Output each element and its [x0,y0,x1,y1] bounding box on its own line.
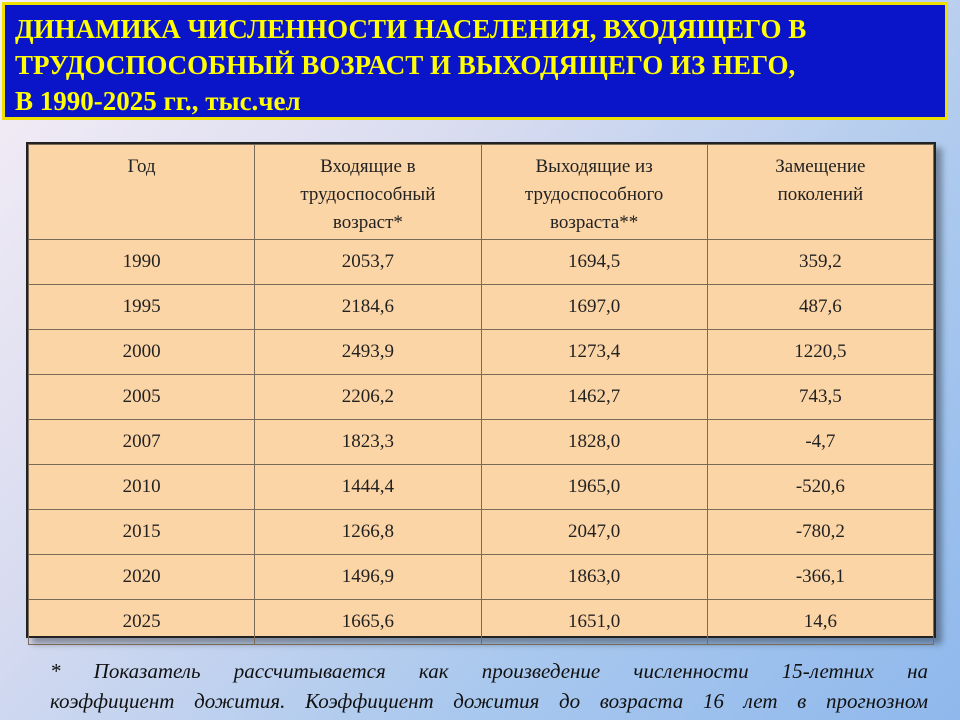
table-row [29,555,934,600]
cell-year: 2005 [29,375,255,420]
header-entering-l1: Входящие в [320,156,416,177]
cell-entering: 1496,9 [255,555,481,600]
header-entering-l2: трудоспособный [300,184,436,205]
cell-entering: 2053,7 [255,240,481,285]
cell-leaving: 1965,0 [481,465,707,510]
cell-entering: 1266,8 [255,510,481,555]
cell-leaving: 1273,4 [481,330,707,375]
title-line-2: ТРУДОСПОСОБНЫЙ ВОЗРАСТ И ВЫХОДЯЩЕГО ИЗ НЕГО, [15,50,796,80]
table-header-row [29,145,934,240]
footnote [50,656,928,716]
population-table [28,144,934,645]
title-line-3: В 1990-2025 гг., тыс.чел [15,86,301,116]
header-year-l1: Год [127,156,156,177]
cell-entering: 2206,2 [255,375,481,420]
table-row [29,510,934,555]
cell-leaving: 1697,0 [481,285,707,330]
cell-entering: 2493,9 [255,330,481,375]
header-replacement-l1: Замещение [775,156,866,177]
footnote-line-2: коэффициент дожития. Коэффициент дожития до возраста 16 лет в прогнозном [50,689,928,713]
header-entering [255,145,481,240]
cell-leaving: 1863,0 [481,555,707,600]
cell-year: 2025 [29,600,255,645]
cell-leaving: 1828,0 [481,420,707,465]
cell-leaving: 1651,0 [481,600,707,645]
header-replacement [707,145,933,240]
table-row [29,465,934,510]
footnote-line-1: * Показатель рассчитывается как произведение численности 15-летних на [50,659,928,683]
cell-replacement: 1220,5 [707,330,933,375]
cell-replacement: 14,6 [707,600,933,645]
cell-replacement: 487,6 [707,285,933,330]
cell-replacement: -4,7 [707,420,933,465]
header-replacement-l2: поколений [777,184,864,205]
cell-replacement: 359,2 [707,240,933,285]
table-row [29,285,934,330]
table-row [29,375,934,420]
cell-year: 2000 [29,330,255,375]
cell-year: 2007 [29,420,255,465]
cell-year: 1990 [29,240,255,285]
cell-entering: 1444,4 [255,465,481,510]
table-row [29,240,934,285]
cell-replacement: -366,1 [707,555,933,600]
header-entering-l3: возраст* [332,212,403,233]
cell-replacement: -780,2 [707,510,933,555]
cell-year: 2015 [29,510,255,555]
cell-replacement: -520,6 [707,465,933,510]
cell-year: 1995 [29,285,255,330]
cell-leaving: 1462,7 [481,375,707,420]
population-table-container [26,142,936,638]
table-row [29,420,934,465]
table-row [29,600,934,645]
cell-year: 2010 [29,465,255,510]
header-leaving [481,145,707,240]
header-year [29,145,255,240]
table-row [29,330,934,375]
header-leaving-l1: Выходящие из [535,156,653,177]
cell-replacement: 743,5 [707,375,933,420]
title-line-1: ДИНАМИКА ЧИСЛЕННОСТИ НАСЕЛЕНИЯ, ВХОДЯЩЕГО В [15,14,807,44]
cell-leaving: 1694,5 [481,240,707,285]
header-leaving-l2: трудоспособного [524,184,664,205]
cell-entering: 1823,3 [255,420,481,465]
header-leaving-l3: возраста** [550,212,639,233]
title-banner [2,2,948,120]
cell-year: 2020 [29,555,255,600]
cell-leaving: 2047,0 [481,510,707,555]
cell-entering: 1665,6 [255,600,481,645]
cell-entering: 2184,6 [255,285,481,330]
